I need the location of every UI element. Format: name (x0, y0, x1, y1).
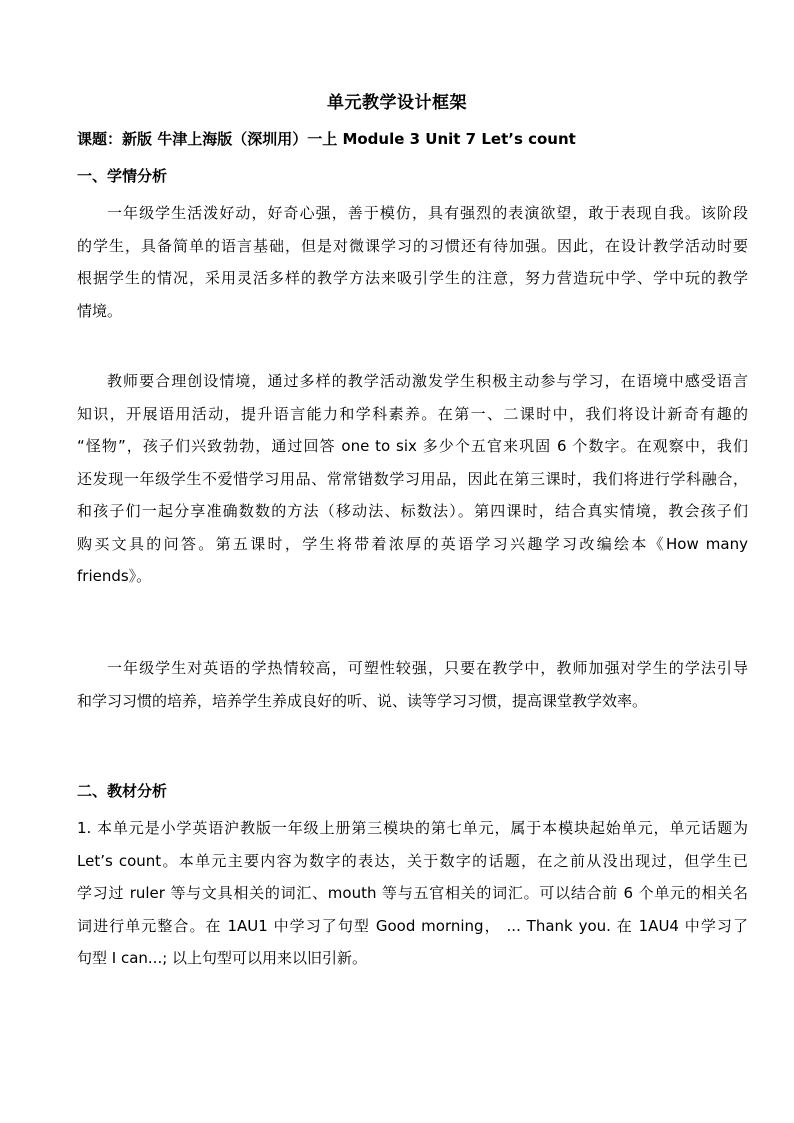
paragraph-line: 购买文具的问答。第五课时，学生将带着浓厚的英语学习兴趣学习改编绘本《How many (77, 534, 748, 553)
paragraph-line: 一年级学生活泼好动，好奇心强，善于模仿，具有强烈的表演欲望，敢于表现自我。该阶段 (107, 204, 748, 222)
paragraph-line: friends》。 (77, 567, 152, 585)
section-heading-learner-analysis: 一、学情分析 (77, 167, 168, 185)
learner-analysis-paragraph-1 (77, 197, 748, 327)
paragraph-line: “怪物”，孩子们兴致勃勃，通过回答 one to six 多少个五官来巩固 6 个数字。在观察中，我们 (77, 437, 748, 455)
paragraph-line: 和学习习惯的培养，培养学生养成良好的听、说、读等学习习惯，提高课堂教学效率。 (77, 691, 648, 710)
paragraph-line: 根据学生的情况，采用灵活多样的教学方法来吸引学生的注意，努力营造玩中学、学中玩的教学 (77, 269, 748, 287)
paragraph-line: 还发现一年级学生不爱惜学习用品、常常错数学习用品，因此在第三课时，我们将进行学科融合， (77, 469, 748, 488)
paragraph-line: 和孩子们一起分享准确数数的方法（移动法、标数法）。第四课时，结合真实情境，教会孩子们 (77, 502, 748, 520)
paragraph-line: 知识，开展语用活动，提升语言能力和学科素养。在第一、二课时中，我们将设计新奇有趣的 (77, 404, 748, 423)
paragraph-line: 情境。 (77, 301, 123, 320)
paragraph-line: 句型 I can...; 以上句型可以用来以旧引新。 (77, 949, 368, 967)
document-subtitle: 课题：新版 牛津上海版（深圳用）一上 Module 3 Unit 7 Let’s count (77, 130, 576, 148)
textbook-analysis-paragraph-1 (77, 812, 748, 975)
paragraph-line: 教师要合理创设情境，通过多样的教学活动激发学生积极主动参与学习，在语境中感受语言 (107, 372, 748, 390)
paragraph-line: 词进行单元整合。在 1AU1 中学习了句型 Good morning， ... Thank you. 在 1AU4 中学习了 (77, 916, 748, 935)
paragraph-line: 学习过 ruler 等与文具相关的词汇、mouth 等与五官相关的词汇。可以结合前 6 个单元的相关名 (77, 884, 748, 902)
learner-analysis-paragraph-3 (77, 652, 748, 717)
paragraph-line: 1. 本单元是小学英语沪教版一年级上册第三模块的第七单元，属于本模块起始单元，单元话题为 (77, 819, 748, 837)
paragraph-line: 一年级学生对英语的学热情较高，可塑性较强，只要在教学中，教师加强对学生的学法引导 (107, 659, 748, 677)
learner-analysis-paragraph-2 (77, 365, 748, 593)
document-title: 单元教学设计框架 (327, 93, 467, 113)
section-heading-textbook-analysis: 二、教材分析 (77, 782, 168, 800)
paragraph-line: Let’s count。本单元主要内容为数字的表达，关于数字的话题，在之前从没出现过，但学生已 (77, 851, 748, 870)
paragraph-line: 的学生，具备简单的语言基础，但是对微课学习的习惯还有待加强。因此，在设计教学活动时要 (77, 236, 748, 255)
